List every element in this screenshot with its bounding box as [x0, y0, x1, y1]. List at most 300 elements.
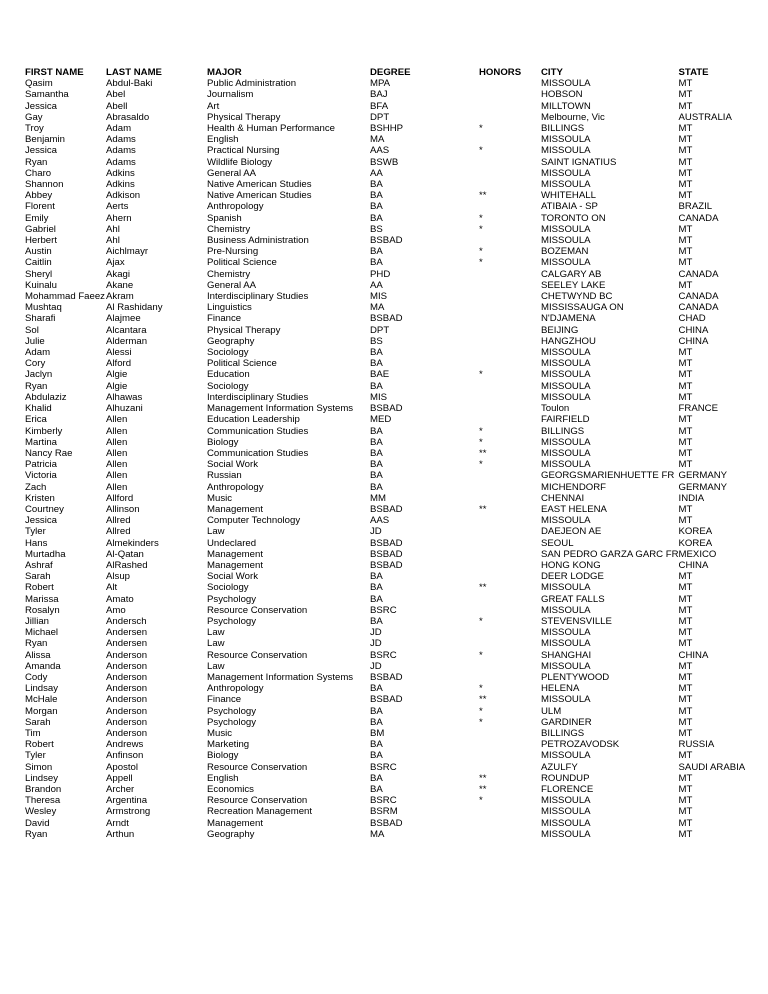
table-row	[25, 560, 749, 571]
honors-cell	[479, 291, 541, 302]
degree-cell: JD	[370, 627, 382, 639]
degree-cell: BA	[370, 190, 383, 202]
table-row	[25, 806, 749, 817]
last-name-cell: Alessi	[106, 347, 132, 359]
degree-cell: BA	[370, 436, 383, 448]
state-cell: MT	[678, 134, 693, 146]
city-cell: MISSOULA	[541, 369, 591, 381]
major-cell: Public Administration	[207, 78, 297, 90]
graduates-table	[25, 67, 749, 840]
first-name-cell: Benjamin	[25, 134, 65, 146]
last-name-cell: Allford	[106, 492, 134, 504]
first-name-cell: Mohammad Faeez	[25, 291, 105, 303]
first-name-cell: Sharafi	[25, 313, 56, 325]
major-cell: Psychology	[207, 615, 257, 627]
city-cell: MISSOULA	[541, 459, 591, 471]
first-name-cell: Courtney	[25, 503, 64, 515]
first-name-cell: Jessica	[25, 100, 57, 112]
first-name-cell: Jessica	[25, 145, 57, 157]
major-cell: Native American Studies	[207, 190, 312, 202]
last-name-cell: Almekinders	[106, 537, 159, 549]
major-cell: Practical Nursing	[207, 145, 280, 157]
table-row	[25, 403, 749, 414]
state-cell: CHINA	[678, 324, 709, 336]
table-row	[25, 213, 749, 224]
first-name-cell: Troy	[25, 123, 44, 135]
first-name-cell: Michael	[25, 627, 59, 639]
honors-cell	[479, 493, 541, 504]
degree-cell: BSBAD	[370, 817, 403, 829]
last-name-cell: Andersen	[106, 627, 148, 639]
table-row	[25, 302, 749, 313]
table-row	[25, 470, 749, 481]
first-name-cell: Sol	[25, 324, 39, 336]
table-row	[25, 381, 749, 392]
major-cell: Education Leadership	[207, 414, 300, 426]
first-name-cell: Kristen	[25, 492, 55, 504]
first-name-cell: Abbey	[25, 190, 53, 202]
city-cell: FLORENCE	[541, 784, 594, 795]
major-cell: Linguistics	[207, 302, 252, 314]
first-name-cell: David	[25, 817, 50, 829]
honors-cell: *	[479, 123, 483, 135]
table-row	[25, 224, 749, 235]
state-cell: MT	[678, 694, 693, 706]
first-name-cell: Robert	[25, 739, 54, 751]
state-cell: MT	[678, 828, 693, 840]
table-row	[25, 829, 749, 840]
degree-cell: MED	[370, 414, 392, 426]
table-row	[25, 706, 749, 717]
state-cell: FRANCE	[678, 403, 718, 415]
table-row	[25, 538, 749, 549]
state-cell: MT	[678, 78, 693, 90]
last-name-cell: Adams	[106, 134, 136, 146]
honors-cell	[479, 806, 541, 817]
state-cell: MT	[678, 257, 693, 269]
major-cell: Resource Conservation	[207, 649, 308, 661]
first-name-cell: Khalid	[25, 403, 52, 415]
state-cell: MT	[678, 167, 693, 179]
degree-cell: MPA	[370, 78, 391, 90]
first-name-cell: Charo	[25, 167, 52, 179]
last-name-cell: Andrews	[106, 739, 144, 751]
honors-cell: *	[479, 459, 483, 471]
degree-cell: BS	[370, 223, 383, 235]
first-name-cell: Gay	[25, 111, 43, 123]
major-cell: Wildlife Biology	[207, 156, 273, 168]
state-cell: MT	[678, 593, 693, 605]
major-cell: Anthropology	[207, 201, 264, 213]
state-cell: MT	[678, 795, 693, 807]
state-cell: MT	[678, 123, 693, 135]
last-name-cell: Arthun	[106, 828, 135, 840]
city-cell: MISSOULA	[541, 179, 591, 191]
honors-cell	[479, 549, 541, 560]
table-row	[25, 672, 749, 683]
table-row	[25, 179, 749, 190]
degree-cell: MA	[370, 828, 385, 840]
last-name-cell: Alderman	[106, 335, 148, 347]
state-cell: MT	[678, 638, 693, 650]
last-name-cell: Adams	[106, 145, 136, 157]
state-cell: MT	[678, 89, 693, 101]
major-cell: English	[207, 772, 239, 784]
first-name-cell: Austin	[25, 246, 52, 258]
degree-cell: BA	[370, 459, 383, 471]
last-name-cell: Anderson	[106, 671, 148, 683]
table-row	[25, 168, 749, 179]
table-row	[25, 369, 749, 380]
state-cell: MT	[678, 391, 693, 403]
city-cell: MISSOULA	[541, 358, 591, 370]
honors-cell	[479, 101, 541, 112]
last-name-cell: Amo	[106, 604, 126, 616]
first-name-cell: Sarah	[25, 716, 51, 728]
table-row	[25, 616, 749, 627]
last-name-cell: Alsup	[106, 571, 130, 583]
honors-cell: *	[479, 257, 483, 269]
city-cell: BILLINGS	[541, 727, 585, 739]
state-cell: MT	[678, 727, 693, 739]
honors-cell	[479, 627, 541, 638]
state-cell: SAUDI ARABIA	[678, 761, 746, 773]
degree-cell: BA	[370, 257, 383, 269]
state-cell: GERMANY	[678, 470, 728, 482]
city-cell: TORONTO ON	[541, 212, 606, 224]
state-cell: MT	[678, 145, 693, 157]
last-name-cell: Argentina	[106, 795, 148, 807]
state-cell: MT	[678, 582, 693, 594]
state-cell: INDIA	[678, 492, 705, 504]
last-name-cell: Anderson	[106, 694, 148, 706]
state-cell: MT	[678, 179, 693, 191]
degree-cell: AA	[370, 279, 383, 291]
major-cell: English	[207, 134, 239, 146]
table-row	[25, 750, 749, 761]
first-name-cell: Ryan	[25, 380, 48, 392]
state-cell: MT	[678, 716, 693, 728]
city-cell: BOZEMAN	[541, 246, 589, 258]
last-name-cell: Ahern	[106, 212, 132, 224]
table-row	[25, 257, 749, 268]
city-cell: EAST HELENA	[541, 503, 607, 515]
last-name-cell: Al Rashidany	[106, 302, 163, 314]
major-cell: Political Science	[207, 257, 277, 269]
major-cell: Communication Studies	[207, 447, 309, 459]
honors-cell	[479, 134, 541, 145]
city-cell: SAINT IGNATIUS	[541, 156, 617, 168]
major-cell: Resource Conservation	[207, 761, 308, 773]
degree-header: DEGREE	[370, 67, 411, 78]
city-cell: SEOUL	[541, 537, 574, 549]
table-row	[25, 650, 749, 661]
table-row	[25, 414, 749, 425]
degree-cell: JD	[370, 526, 382, 538]
degree-cell: BSRM	[370, 806, 398, 818]
honors-cell	[479, 392, 541, 403]
state-cell: MT	[678, 604, 693, 616]
table-row	[25, 78, 749, 89]
degree-cell: BSBAD	[370, 694, 403, 706]
honors-cell	[479, 829, 541, 840]
state-cell: MT	[678, 817, 693, 829]
city-cell: Toulon	[541, 403, 570, 415]
state-cell: MT	[678, 571, 693, 583]
city-cell: MISSOULA	[541, 750, 591, 762]
honors-cell	[479, 818, 541, 829]
honors-cell: **	[479, 784, 487, 795]
honors-cell	[479, 78, 541, 89]
degree-cell: BSWB	[370, 156, 399, 168]
major-cell: Native American Studies	[207, 179, 312, 191]
state-cell: CANADA	[678, 302, 719, 314]
state-cell: MT	[678, 358, 693, 370]
major-cell: Psychology	[207, 716, 257, 728]
degree-cell: BA	[370, 246, 383, 258]
table-row	[25, 504, 749, 515]
honors-cell: **	[479, 447, 487, 459]
table-row	[25, 795, 749, 806]
last-name-cell: Adam	[106, 123, 132, 135]
table-row	[25, 358, 749, 369]
honors-cell: *	[479, 425, 483, 437]
last-name-cell: Adams	[106, 156, 136, 168]
table-row	[25, 739, 749, 750]
major-cell: Anthropology	[207, 481, 264, 493]
city-cell: MISSOULA	[541, 817, 591, 829]
last-name-cell: Ahl	[106, 223, 120, 235]
state-cell: MT	[678, 660, 693, 672]
city-cell: MISSOULA	[541, 795, 591, 807]
first-name-cell: Marissa	[25, 593, 59, 605]
city-cell: ROUNDUP	[541, 772, 590, 784]
table-row	[25, 571, 749, 582]
honors-cell	[479, 313, 541, 324]
last-name-cell: Anfinson	[106, 750, 144, 762]
state-cell: MT	[678, 459, 693, 471]
city-cell: FAIRFIELD	[541, 414, 590, 426]
table-row	[25, 157, 749, 168]
state-cell: MT	[678, 447, 693, 459]
city-header: CITY	[541, 67, 563, 78]
city-cell: BILLINGS	[541, 425, 585, 437]
last-name-cell: Allen	[106, 425, 128, 437]
degree-cell: MA	[370, 134, 385, 146]
honors-cell: *	[479, 649, 483, 661]
major-cell: Geography	[207, 335, 255, 347]
first-name-cell: Sarah	[25, 571, 51, 583]
state-cell: MT	[678, 503, 693, 515]
degree-cell: BA	[370, 380, 383, 392]
honors-cell	[479, 739, 541, 750]
degree-cell: AAS	[370, 515, 390, 527]
last-name-cell: Anderson	[106, 683, 148, 695]
major-cell: Resource Conservation	[207, 795, 308, 807]
first-name-cell: Tyler	[25, 526, 46, 538]
last-name-cell: Anderson	[106, 649, 148, 661]
state-cell: MT	[678, 279, 693, 291]
city-cell: GARDINER	[541, 716, 592, 728]
first-name-cell: Abdulaziz	[25, 391, 67, 403]
table-row	[25, 605, 749, 616]
degree-cell: BA	[370, 179, 383, 191]
major-cell: Undeclared	[207, 537, 257, 549]
honors-cell	[479, 728, 541, 739]
table-row	[25, 683, 749, 694]
first-name-cell: Ryan	[25, 156, 48, 168]
last-name-cell: Ahl	[106, 235, 120, 247]
major-cell: Psychology	[207, 593, 257, 605]
first-name-cell: Jillian	[25, 615, 49, 627]
table-row	[25, 638, 749, 649]
city-cell: CHETWYND BC	[541, 291, 613, 303]
major-cell: Sociology	[207, 347, 249, 359]
table-row	[25, 112, 749, 123]
city-cell: MISSOULA	[541, 694, 591, 706]
first-name-cell: Hans	[25, 537, 48, 549]
city-cell: HOBSON	[541, 89, 583, 101]
first-name-cell: Cody	[25, 671, 48, 683]
degree-cell: BA	[370, 739, 383, 751]
first-name-cell: Erica	[25, 414, 47, 426]
first-name-cell: Rosalyn	[25, 604, 60, 616]
degree-cell: BA	[370, 784, 383, 795]
honors-cell: *	[479, 705, 483, 717]
last-name-header: LAST NAME	[106, 67, 162, 78]
city-cell: MISSOULA	[541, 235, 591, 247]
state-cell: CANADA	[678, 212, 719, 224]
honors-cell	[479, 470, 541, 481]
honors-header: HONORS	[479, 67, 522, 78]
major-cell: Law	[207, 638, 225, 650]
honors-cell	[479, 661, 541, 672]
city-cell: Melbourne, Vic	[541, 111, 605, 123]
state-cell: MT	[678, 190, 693, 202]
first-name-cell: Brandon	[25, 784, 62, 795]
honors-cell	[479, 302, 541, 313]
degree-cell: BA	[370, 425, 383, 437]
table-row	[25, 336, 749, 347]
honors-cell	[479, 594, 541, 605]
state-header: STATE	[678, 67, 709, 78]
degree-cell: BSBAD	[370, 313, 403, 325]
honors-cell	[479, 179, 541, 190]
major-cell: Psychology	[207, 705, 257, 717]
first-name-cell: Wesley	[25, 806, 57, 818]
last-name-cell: Allinson	[106, 503, 140, 515]
degree-cell: BM	[370, 727, 385, 739]
degree-cell: AAS	[370, 145, 390, 157]
major-cell: Chemistry	[207, 268, 251, 280]
degree-cell: BA	[370, 447, 383, 459]
state-cell: RUSSIA	[678, 739, 715, 751]
last-name-cell: Apostol	[106, 761, 138, 773]
city-cell: AZULFY	[541, 761, 578, 773]
last-name-cell: Abell	[106, 100, 128, 112]
degree-cell: BSBAD	[370, 671, 403, 683]
degree-cell: MM	[370, 492, 386, 504]
state-cell: MT	[678, 683, 693, 695]
last-name-cell: Armstrong	[106, 806, 151, 818]
honors-cell	[479, 168, 541, 179]
honors-cell: *	[479, 716, 483, 728]
degree-cell: BA	[370, 683, 383, 695]
first-name-header: FIRST NAME	[25, 67, 84, 78]
city-cell: MISSOULA	[541, 257, 591, 269]
first-name-cell: Herbert	[25, 235, 57, 247]
degree-cell: BSBAD	[370, 559, 403, 571]
first-name-cell: Kuinalu	[25, 279, 58, 291]
major-cell: Chemistry	[207, 223, 251, 235]
last-name-cell: Algie	[106, 369, 128, 381]
first-name-cell: Caitlin	[25, 257, 52, 269]
city-cell: SAN PEDRO GARZA GARC FR	[541, 548, 679, 560]
last-name-cell: Archer	[106, 784, 135, 795]
major-cell: Physical Therapy	[207, 111, 281, 123]
state-cell: MT	[678, 380, 693, 392]
honors-cell	[479, 638, 541, 649]
city-cell: SEELEY LAKE	[541, 279, 606, 291]
table-row	[25, 515, 749, 526]
first-name-cell: Robert	[25, 582, 54, 594]
city-cell: GEORGSMARIENHUETTE FR	[541, 470, 675, 482]
major-cell: Business Administration	[207, 235, 309, 247]
city-cell: WHITEHALL	[541, 190, 596, 202]
table-row	[25, 347, 749, 358]
degree-cell: BA	[370, 201, 383, 213]
degree-cell: BA	[370, 772, 383, 784]
city-cell: MISSOULA	[541, 515, 591, 527]
degree-cell: MA	[370, 302, 385, 314]
table-row	[25, 426, 749, 437]
table-row	[25, 280, 749, 291]
table-row	[25, 594, 749, 605]
first-name-cell: Qasim	[25, 78, 53, 90]
state-cell: MT	[678, 615, 693, 627]
honors-cell	[479, 89, 541, 100]
table-row	[25, 818, 749, 829]
degree-cell: BAE	[370, 369, 390, 381]
first-name-cell: Amanda	[25, 660, 61, 672]
honors-cell: *	[479, 436, 483, 448]
last-name-cell: Algie	[106, 380, 128, 392]
major-cell: Finance	[207, 694, 242, 706]
city-cell: BILLINGS	[541, 123, 585, 135]
city-cell: MISSOULA	[541, 828, 591, 840]
first-name-cell: Murtadha	[25, 548, 66, 560]
first-name-cell: Patricia	[25, 459, 57, 471]
city-cell: MISSOULA	[541, 582, 591, 594]
last-name-cell: Aerts	[106, 201, 129, 213]
state-cell: MT	[678, 806, 693, 818]
honors-cell	[479, 571, 541, 582]
city-cell: MISSOULA	[541, 638, 591, 650]
major-cell: Resource Conservation	[207, 604, 308, 616]
first-name-cell: Sheryl	[25, 268, 53, 280]
major-cell: Music	[207, 492, 233, 504]
honors-cell	[479, 750, 541, 761]
city-cell: MISSOULA	[541, 145, 591, 157]
table-row	[25, 762, 749, 773]
major-cell: Recreation Management	[207, 806, 313, 818]
state-cell: MT	[678, 671, 693, 683]
table-row	[25, 784, 749, 795]
major-cell: Physical Therapy	[207, 324, 281, 336]
major-cell: Computer Technology	[207, 515, 301, 527]
major-cell: Russian	[207, 470, 242, 482]
degree-cell: BSBAD	[370, 503, 403, 515]
